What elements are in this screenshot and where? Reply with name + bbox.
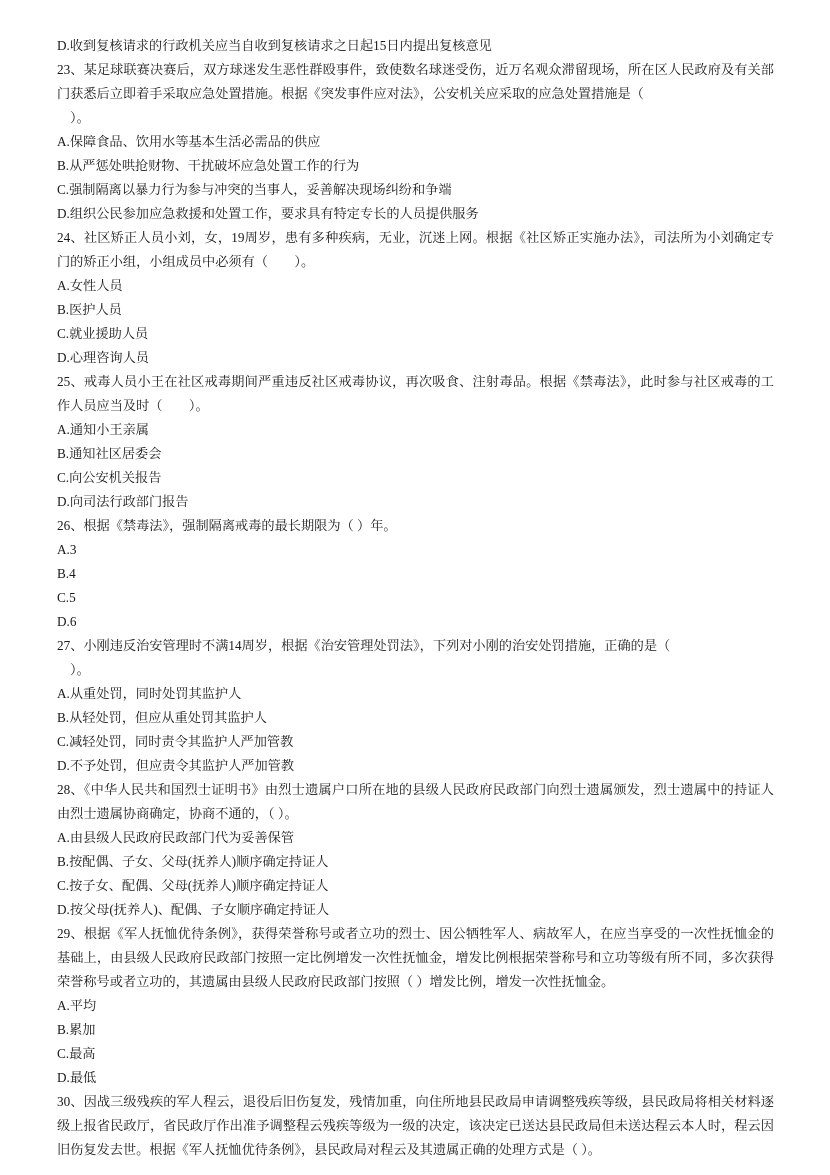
option-text: 由县级人民政府民政部门代为妥善保管 <box>69 830 295 845</box>
option-text: 最低 <box>69 1070 97 1085</box>
question-block <box>57 514 774 634</box>
option-text: 收到复核请求的行政机关应当自收到复核请求之日起15日内提出复核意见 <box>69 38 492 53</box>
option-separator: . <box>66 542 70 557</box>
option-text: 平均 <box>69 998 97 1013</box>
option-letter: B <box>57 1022 66 1037</box>
option-item <box>57 706 774 730</box>
option-text: 按子女、配偶、父母(抚养人)顺序确定持证人 <box>69 878 329 893</box>
option-text: 心理咨询人员 <box>69 350 149 365</box>
option-letter: D <box>57 494 67 509</box>
option-item <box>57 298 774 322</box>
carryover-option-block <box>57 34 774 58</box>
option-item <box>57 586 774 610</box>
option-separator: . <box>66 422 70 437</box>
option-text: 医护人员 <box>69 302 122 317</box>
option-text: 累加 <box>69 1022 96 1037</box>
option-separator: . <box>65 182 70 197</box>
option-letter: B <box>57 854 66 869</box>
option-item <box>57 826 774 850</box>
option-text: 最高 <box>69 1046 96 1061</box>
option-letter: B <box>57 158 66 173</box>
question-number: 24、 <box>57 230 84 245</box>
question-text: 某足球联赛决赛后，双方球迷发生恶性群殴事件，致使数名球迷受伤，近万名观众滞留现场，所在区人民政府及有关部门获悉后立即着手采取应急处置措施。根据《突发事件应对法》，公安机关应采取的应急处置措施是（ <box>57 62 774 101</box>
option-text: 3 <box>69 542 77 557</box>
option-text: 通知社区居委会 <box>69 446 162 461</box>
option-text: 保障食品、饮用水等基本生活必需品的供应 <box>69 134 321 149</box>
option-letter: D <box>57 350 67 365</box>
option-item <box>57 682 774 706</box>
option-item <box>57 610 774 634</box>
option-letter: D <box>57 614 67 629</box>
option-item <box>57 418 774 442</box>
option-letter: C <box>57 590 66 605</box>
option-text: 通知小王亲属 <box>69 422 149 437</box>
option-item <box>57 154 774 178</box>
question-block <box>57 1090 774 1162</box>
question-number: 25、 <box>57 374 84 389</box>
option-letter: C <box>57 182 66 197</box>
question-number: 28、 <box>57 782 84 797</box>
option-item <box>57 562 774 586</box>
question-stem <box>57 58 774 106</box>
question-text: 因战三级残疾的军人程云，退役后旧伤复发，残情加重，向住所地县民政局申请调整残疾等级，县民政局将相关材料逐级上报省民政厅，省民政厅作出准予调整程云残疾等级为一级的决定，该决定已送达县民政局但未送达程云本人时，程云因旧伤复发去世。根据《军人抚恤优待条例》，县民政局对程云及其遗属正确的处理方式是（ ）。 <box>57 1094 774 1157</box>
option-item <box>57 874 774 898</box>
option-item <box>57 466 774 490</box>
option-separator: . <box>65 854 70 869</box>
option-text: 从轻处罚，但应从重处罚其监护人 <box>69 710 267 725</box>
option-letter: D <box>57 902 67 917</box>
option-item <box>57 730 774 754</box>
question-stem <box>57 514 774 538</box>
option-letter: B <box>57 566 66 581</box>
question-stem <box>57 778 774 826</box>
question-number: 30、 <box>57 1094 84 1109</box>
option-letter: C <box>57 1046 66 1061</box>
question-text: 《中华人民共和国烈士证明书》由烈士遗属户口所在地的县级人民政府民政部门向烈士遗属颁发，烈士遗属中的持证人由烈士遗属协商确定，协商不通的，（ ）。 <box>57 782 774 821</box>
option-text: 6 <box>69 614 77 629</box>
option-text: 强制隔离以暴力行为参与冲突的当事人，妥善解决现场纠纷和争端 <box>69 182 452 197</box>
option-item <box>57 178 774 202</box>
option-separator: . <box>65 878 70 893</box>
option-text: 5 <box>69 590 76 605</box>
option-item <box>57 130 774 154</box>
option-letter: A <box>57 542 67 557</box>
option-separator: . <box>66 134 70 149</box>
option-text: 向公安机关报告 <box>69 470 162 485</box>
option-item <box>57 442 774 466</box>
option-text: 就业援助人员 <box>69 326 149 341</box>
option-text: 4 <box>69 566 76 581</box>
question-number: 23、 <box>57 62 84 77</box>
question-text: 根据《军人抚恤优待条例》，获得荣誉称号或者立功的烈士、因公牺牲军人、病故军人，在应当享受的一次性抚恤金的基础上，由县级人民政府民政部门按照一定比例增发一次性抚恤金，增发比例根据荣誉称号和立功等级有所不同，多次获得荣誉称号或者立功的，其遗属由县级人民政府民政部门按照（ ）增发比例，增发一次性抚恤金。 <box>57 926 774 989</box>
option-separator: . <box>65 158 70 173</box>
question-stem <box>57 634 774 658</box>
option-separator: . <box>65 566 70 581</box>
option-separator: . <box>66 350 70 365</box>
option-text: 从重处罚，同时处罚其监护人 <box>69 686 242 701</box>
option-separator: . <box>65 734 70 749</box>
option-item <box>57 754 774 778</box>
option-text: 向司法行政部门报告 <box>69 494 189 509</box>
option-separator: . <box>66 206 70 221</box>
option-letter: A <box>57 998 67 1013</box>
option-item <box>57 538 774 562</box>
question-stem <box>57 922 774 994</box>
option-text: 女性人员 <box>69 278 123 293</box>
question-stem-tail: ）。 <box>70 662 90 677</box>
question-block <box>57 226 774 370</box>
option-separator: . <box>66 614 70 629</box>
option-text: 不予处罚，但应责令其监护人严加管教 <box>69 758 295 773</box>
option-separator: . <box>65 1046 70 1061</box>
question-text: 社区矫正人员小刘，女，19周岁，患有多种疾病，无业，沉迷上网。根据《社区矫正实施办法》，司法所为小刘确定专门的矫正小组，小组成员中必须有（ ）。 <box>57 230 774 269</box>
option-letter: B <box>57 710 66 725</box>
option-letter: C <box>57 734 66 749</box>
option-letter: B <box>57 302 66 317</box>
option-separator: . <box>66 494 70 509</box>
question-number: 29、 <box>57 926 84 941</box>
option-text: 按配偶、子女、父母(抚养人)顺序确定持证人 <box>69 854 329 869</box>
question-text: 小刚违反治安管理时不满14周岁，根据《治安管理处罚法》，下列对小刚的治安处罚措施，正确的是（ <box>83 638 671 653</box>
question-stem-tail: ）。 <box>70 110 90 125</box>
option-separator: . <box>66 1070 70 1085</box>
option-letter: C <box>57 878 66 893</box>
option-letter: D <box>57 38 67 53</box>
option-text: 减轻处罚，同时责令其监护人严加管教 <box>69 734 294 749</box>
option-letter: A <box>57 830 67 845</box>
option-item <box>57 34 774 58</box>
option-letter: C <box>57 326 66 341</box>
option-text: 从严惩处哄抢财物、干扰破坏应急处置工作的行为 <box>69 158 360 173</box>
option-letter: D <box>57 1070 67 1085</box>
option-separator: . <box>66 830 70 845</box>
option-separator: . <box>66 686 70 701</box>
option-separator: . <box>66 902 70 917</box>
option-item <box>57 202 774 226</box>
option-letter: D <box>57 206 67 221</box>
option-text: 按父母(抚养人)、配偶、子女顺序确定持证人 <box>69 902 330 917</box>
option-separator: . <box>65 446 70 461</box>
option-letter: D <box>57 758 67 773</box>
option-separator: . <box>65 710 70 725</box>
option-separator: . <box>65 590 70 605</box>
option-item <box>57 1018 774 1042</box>
question-stem <box>57 370 774 418</box>
question-block <box>57 922 774 1090</box>
option-letter: A <box>57 686 67 701</box>
option-letter: B <box>57 446 66 461</box>
option-item <box>57 898 774 922</box>
option-letter: A <box>57 278 67 293</box>
option-item <box>57 274 774 298</box>
option-item <box>57 850 774 874</box>
question-block <box>57 58 774 226</box>
option-item <box>57 994 774 1018</box>
option-separator: . <box>66 758 70 773</box>
question-number: 26、 <box>57 518 84 533</box>
option-separator: . <box>65 302 70 317</box>
question-text: 戒毒人员小王在社区戒毒期间严重违反社区戒毒协议，再次吸食、注射毒品。根据《禁毒法》，此时参与社区戒毒的工作人员应当及时（ ）。 <box>57 374 774 413</box>
question-number: 27、 <box>57 638 84 653</box>
option-letter: A <box>57 422 67 437</box>
option-separator: . <box>65 326 70 341</box>
exam-page <box>57 34 774 1162</box>
option-item <box>57 1042 774 1066</box>
option-separator: . <box>66 278 70 293</box>
option-item <box>57 1066 774 1090</box>
question-block <box>57 634 774 778</box>
option-text: 组织公民参加应急救援和处置工作，要求具有特定专长的人员提供服务 <box>69 206 479 221</box>
question-stem <box>57 1090 774 1162</box>
option-item <box>57 322 774 346</box>
option-item <box>57 346 774 370</box>
option-letter: C <box>57 470 66 485</box>
question-block <box>57 370 774 514</box>
option-item <box>57 490 774 514</box>
option-separator: . <box>66 998 70 1013</box>
option-separator: . <box>65 470 70 485</box>
question-block <box>57 778 774 922</box>
option-separator: . <box>66 38 70 53</box>
question-text: 根据《禁毒法》，强制隔离戒毒的最长期限为（ ）年。 <box>83 518 397 533</box>
option-letter: A <box>57 134 67 149</box>
question-stem <box>57 226 774 274</box>
option-separator: . <box>65 1022 70 1037</box>
